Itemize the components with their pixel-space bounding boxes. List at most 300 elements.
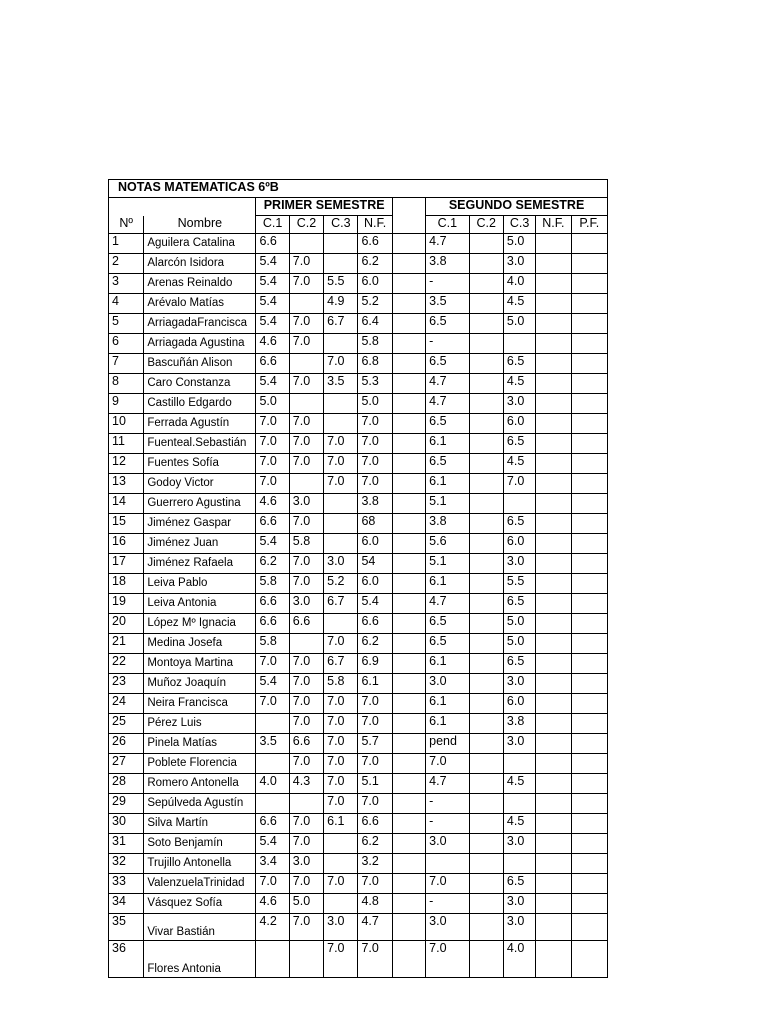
cell-s2-nf	[536, 314, 571, 334]
cell-s1-c1: 5.4	[256, 314, 289, 334]
cell-name: Jiménez Juan	[144, 534, 256, 554]
table-row	[109, 834, 608, 854]
cell-s2-nf	[536, 374, 571, 394]
cell-gap	[392, 474, 425, 494]
cell-number: 15	[109, 514, 144, 534]
cell-s1-c3	[324, 894, 358, 914]
cell-s2-c1: 3.5	[426, 294, 469, 314]
cell-s1-nf: 7.0	[358, 474, 392, 494]
table-row	[109, 434, 608, 454]
cell-pf	[571, 834, 607, 854]
cell-gap	[392, 234, 425, 254]
cell-s2-c2	[469, 414, 503, 434]
cell-s1-c3: 5.5	[324, 274, 358, 294]
cell-s1-c1: 6.6	[256, 594, 289, 614]
cell-s2-c2	[469, 874, 503, 894]
cell-pf	[571, 394, 607, 414]
semester-spacer	[109, 198, 256, 216]
cell-gap	[392, 334, 425, 354]
cell-pf	[571, 814, 607, 834]
cell-s2-c1: -	[426, 274, 469, 294]
cell-pf	[571, 854, 607, 874]
cell-pf	[571, 274, 607, 294]
cell-s1-c3	[324, 614, 358, 634]
cell-name: Arriagada Agustina	[144, 334, 256, 354]
cell-s2-c2	[469, 494, 503, 514]
table-row	[109, 314, 608, 334]
cell-s1-c2: 7.0	[289, 554, 323, 574]
cell-name: Bascuñán Alison	[144, 354, 256, 374]
cell-number: 27	[109, 754, 144, 774]
cell-s2-c3: 3.0	[503, 554, 535, 574]
cell-s1-c1	[256, 754, 289, 774]
cell-s1-c3	[324, 534, 358, 554]
cell-number: 22	[109, 654, 144, 674]
cell-s1-c2: 6.6	[289, 614, 323, 634]
cell-s1-c1: 6.2	[256, 554, 289, 574]
cell-name: Jiménez Gaspar	[144, 514, 256, 534]
cell-s1-nf: 6.8	[358, 354, 392, 374]
cell-s2-c1: 3.0	[426, 834, 469, 854]
cell-s1-nf: 4.7	[358, 914, 392, 941]
cell-gap	[392, 854, 425, 874]
cell-s1-c1	[256, 794, 289, 814]
cell-name: Poblete Florencia	[144, 754, 256, 774]
cell-s2-c2	[469, 594, 503, 614]
cell-number: 7	[109, 354, 144, 374]
cell-s1-c3	[324, 234, 358, 254]
cell-name: Neira Francisca	[144, 694, 256, 714]
hdr-s2-c2: C.2	[469, 216, 503, 234]
cell-s1-c2: 7.0	[289, 454, 323, 474]
cell-number: 17	[109, 554, 144, 574]
cell-gap	[392, 714, 425, 734]
cell-name: Romero Antonella	[144, 774, 256, 794]
cell-s1-nf: 5.1	[358, 774, 392, 794]
cell-s2-c3: 6.5	[503, 514, 535, 534]
cell-gap	[392, 254, 425, 274]
cell-s1-c2: 4.3	[289, 774, 323, 794]
cell-s1-c2: 5.8	[289, 534, 323, 554]
cell-s2-c2	[469, 814, 503, 834]
cell-gap	[392, 554, 425, 574]
cell-s1-c2: 7.0	[289, 574, 323, 594]
cell-s1-c3: 7.0	[324, 941, 358, 978]
cell-s2-nf	[536, 894, 571, 914]
cell-s1-nf: 6.6	[358, 234, 392, 254]
cell-s1-c1: 6.6	[256, 514, 289, 534]
second-semester-label: SEGUNDO SEMESTRE	[426, 198, 608, 216]
cell-pf	[571, 734, 607, 754]
cell-name: ValenzuelaTrinidad	[144, 874, 256, 894]
cell-pf	[571, 614, 607, 634]
cell-s2-c1: -	[426, 334, 469, 354]
cell-s1-nf: 6.6	[358, 614, 392, 634]
cell-s1-c3: 7.0	[324, 694, 358, 714]
table-row	[109, 554, 608, 574]
cell-name: Vivar Bastián	[144, 914, 256, 941]
cell-s2-c3: 4.5	[503, 814, 535, 834]
cell-name: Leiva Antonia	[144, 594, 256, 614]
cell-name: Soto Benjamín	[144, 834, 256, 854]
cell-s2-c3: 6.5	[503, 594, 535, 614]
cell-s2-nf	[536, 294, 571, 314]
cell-s1-c2: 7.0	[289, 654, 323, 674]
cell-s1-c3: 3.0	[324, 554, 358, 574]
cell-s2-c2	[469, 534, 503, 554]
cell-s1-c3	[324, 494, 358, 514]
cell-s2-c3: 5.0	[503, 614, 535, 634]
cell-s2-c3	[503, 494, 535, 514]
cell-gap	[392, 574, 425, 594]
cell-s2-c2	[469, 941, 503, 978]
cell-s2-nf	[536, 754, 571, 774]
cell-gap	[392, 941, 425, 978]
cell-s2-c1: 3.0	[426, 674, 469, 694]
cell-s1-c2: 6.6	[289, 734, 323, 754]
table-row	[109, 454, 608, 474]
cell-s1-c1: 7.0	[256, 694, 289, 714]
cell-s2-c1: -	[426, 814, 469, 834]
cell-s1-c2: 7.0	[289, 874, 323, 894]
cell-s1-c3: 6.1	[324, 814, 358, 834]
cell-gap	[392, 894, 425, 914]
cell-s2-c1: 3.0	[426, 914, 469, 941]
table-row	[109, 294, 608, 314]
cell-pf	[571, 654, 607, 674]
table-row	[109, 754, 608, 774]
cell-s1-c1	[256, 941, 289, 978]
cell-s2-c3: 3.0	[503, 914, 535, 941]
cell-s2-nf	[536, 941, 571, 978]
cell-number: 24	[109, 694, 144, 714]
table-row	[109, 574, 608, 594]
cell-s1-c2: 3.0	[289, 594, 323, 614]
cell-s1-c1: 5.4	[256, 534, 289, 554]
hdr-s2-c3: C.3	[503, 216, 535, 234]
cell-s2-nf	[536, 614, 571, 634]
cell-name: Leiva Pablo	[144, 574, 256, 594]
cell-s2-c2	[469, 574, 503, 594]
cell-s1-nf: 68	[358, 514, 392, 534]
cell-number: 12	[109, 454, 144, 474]
cell-s2-c3: 7.0	[503, 474, 535, 494]
cell-gap	[392, 494, 425, 514]
cell-gap	[392, 274, 425, 294]
table-row	[109, 874, 608, 894]
cell-s2-c3: 3.8	[503, 714, 535, 734]
cell-name: Castillo Edgardo	[144, 394, 256, 414]
cell-s1-nf: 3.2	[358, 854, 392, 874]
cell-pf	[571, 434, 607, 454]
table-row	[109, 734, 608, 754]
cell-s1-c2: 7.0	[289, 674, 323, 694]
cell-number: 19	[109, 594, 144, 614]
cell-pf	[571, 914, 607, 941]
cell-s2-c1: pend	[426, 734, 469, 754]
cell-s2-nf	[536, 234, 571, 254]
cell-s1-nf: 7.0	[358, 454, 392, 474]
table-row	[109, 814, 608, 834]
cell-number: 33	[109, 874, 144, 894]
cell-pf	[571, 374, 607, 394]
cell-pf	[571, 694, 607, 714]
cell-s1-c1: 4.2	[256, 914, 289, 941]
cell-s2-c2	[469, 854, 503, 874]
semester-row	[109, 198, 608, 216]
cell-s1-nf: 7.0	[358, 694, 392, 714]
cell-gap	[392, 354, 425, 374]
cell-pf	[571, 314, 607, 334]
cell-s1-c1: 7.0	[256, 454, 289, 474]
cell-s1-c2: 7.0	[289, 714, 323, 734]
cell-s2-nf	[536, 714, 571, 734]
table-row	[109, 634, 608, 654]
cell-s1-nf: 7.0	[358, 941, 392, 978]
cell-s1-c3: 7.0	[324, 714, 358, 734]
cell-number: 21	[109, 634, 144, 654]
cell-s1-c2	[289, 794, 323, 814]
cell-name: Pinela Matías	[144, 734, 256, 754]
cell-name: Silva Martín	[144, 814, 256, 834]
cell-s2-c3: 6.5	[503, 354, 535, 374]
cell-s1-c3	[324, 834, 358, 854]
hdr-s2-nf: N.F.	[536, 216, 571, 234]
cell-s2-c2	[469, 654, 503, 674]
cell-gap	[392, 874, 425, 894]
cell-s1-c3: 6.7	[324, 594, 358, 614]
cell-s2-nf	[536, 914, 571, 941]
cell-s2-c3: 4.0	[503, 941, 535, 978]
cell-pf	[571, 594, 607, 614]
cell-name: Montoya Martina	[144, 654, 256, 674]
cell-s1-c1: 5.4	[256, 294, 289, 314]
cell-s1-c2	[289, 474, 323, 494]
cell-s1-c2: 7.0	[289, 514, 323, 534]
cell-number: 5	[109, 314, 144, 334]
cell-s1-nf: 7.0	[358, 414, 392, 434]
cell-s1-nf: 6.4	[358, 314, 392, 334]
cell-name: Muñoz Joaquín	[144, 674, 256, 694]
cell-pf	[571, 474, 607, 494]
cell-s1-c1: 7.0	[256, 414, 289, 434]
cell-s2-c1: 4.7	[426, 374, 469, 394]
cell-gap	[392, 414, 425, 434]
cell-number: 26	[109, 734, 144, 754]
table-row	[109, 941, 608, 978]
cell-s1-c3: 7.0	[324, 454, 358, 474]
cell-s2-c1: 6.5	[426, 314, 469, 334]
cell-s2-c3: 3.0	[503, 734, 535, 754]
cell-s2-c2	[469, 694, 503, 714]
cell-s2-nf	[536, 794, 571, 814]
cell-s2-c1: 4.7	[426, 394, 469, 414]
table-row	[109, 274, 608, 294]
cell-s1-c1: 6.6	[256, 354, 289, 374]
table-row	[109, 234, 608, 254]
cell-gap	[392, 694, 425, 714]
cell-pf	[571, 894, 607, 914]
cell-s2-c3: 4.5	[503, 774, 535, 794]
cell-s1-c3: 7.0	[324, 474, 358, 494]
cell-s1-nf: 7.0	[358, 714, 392, 734]
cell-s2-c1: 7.0	[426, 754, 469, 774]
cell-s1-c1: 5.4	[256, 254, 289, 274]
cell-pf	[571, 714, 607, 734]
cell-name: Godoy Victor	[144, 474, 256, 494]
cell-s2-nf	[536, 674, 571, 694]
cell-pf	[571, 674, 607, 694]
cell-name: Vásquez Sofía	[144, 894, 256, 914]
cell-s1-nf: 6.2	[358, 634, 392, 654]
cell-s2-nf	[536, 574, 571, 594]
cell-gap	[392, 514, 425, 534]
cell-s2-c1: 6.5	[426, 414, 469, 434]
cell-gap	[392, 774, 425, 794]
cell-s1-c2: 7.0	[289, 754, 323, 774]
cell-s1-nf: 6.2	[358, 254, 392, 274]
table-row	[109, 694, 608, 714]
hdr-gap	[392, 216, 425, 234]
cell-s2-c3: 4.0	[503, 274, 535, 294]
cell-s1-c3: 6.7	[324, 654, 358, 674]
cell-pf	[571, 294, 607, 314]
cell-s2-c2	[469, 774, 503, 794]
cell-s1-nf: 54	[358, 554, 392, 574]
hdr-s1-c2: C.2	[289, 216, 323, 234]
cell-s2-c3: 6.0	[503, 414, 535, 434]
cell-s1-c3	[324, 854, 358, 874]
cell-s1-nf: 6.0	[358, 534, 392, 554]
cell-s2-c3: 5.5	[503, 574, 535, 594]
cell-s1-c1: 5.8	[256, 634, 289, 654]
table-row	[109, 774, 608, 794]
cell-s1-c1: 3.5	[256, 734, 289, 754]
table-row	[109, 254, 608, 274]
table-row	[109, 334, 608, 354]
hdr-number: Nº	[109, 216, 144, 234]
table-row	[109, 654, 608, 674]
cell-s1-c2	[289, 294, 323, 314]
cell-s2-c3: 6.5	[503, 654, 535, 674]
grades-table	[108, 179, 608, 978]
cell-s2-c1: 6.5	[426, 454, 469, 474]
cell-s2-nf	[536, 474, 571, 494]
cell-s1-c2: 7.0	[289, 434, 323, 454]
cell-s2-c3: 6.5	[503, 434, 535, 454]
hdr-s1-nf: N.F.	[358, 216, 392, 234]
cell-gap	[392, 914, 425, 941]
cell-s2-c3: 6.0	[503, 694, 535, 714]
cell-s2-c1: 6.1	[426, 474, 469, 494]
cell-s2-c2	[469, 554, 503, 574]
hdr-name: Nombre	[144, 216, 256, 234]
cell-s1-c3	[324, 514, 358, 534]
cell-name: Ferrada Agustín	[144, 414, 256, 434]
cell-s1-c1: 5.4	[256, 674, 289, 694]
cell-s1-c1: 6.6	[256, 234, 289, 254]
cell-gap	[392, 534, 425, 554]
cell-number: 23	[109, 674, 144, 694]
cell-s1-c3: 3.5	[324, 374, 358, 394]
cell-s2-nf	[536, 634, 571, 654]
cell-s2-c3	[503, 754, 535, 774]
cell-s1-c2: 7.0	[289, 814, 323, 834]
hdr-pf: P.F.	[571, 216, 607, 234]
cell-s2-c1: 6.1	[426, 714, 469, 734]
cell-s1-c3: 7.0	[324, 874, 358, 894]
cell-s1-c1: 3.4	[256, 854, 289, 874]
table-row	[109, 854, 608, 874]
cell-s1-nf: 6.9	[358, 654, 392, 674]
cell-s1-c1: 7.0	[256, 654, 289, 674]
cell-pf	[571, 234, 607, 254]
cell-name: Fuenteal.Sebastián	[144, 434, 256, 454]
cell-s2-c3: 5.0	[503, 314, 535, 334]
cell-s1-c3: 5.2	[324, 574, 358, 594]
cell-s2-c3: 6.0	[503, 534, 535, 554]
cell-s1-nf: 5.0	[358, 394, 392, 414]
hdr-s1-c3: C.3	[324, 216, 358, 234]
cell-pf	[571, 554, 607, 574]
cell-s2-nf	[536, 454, 571, 474]
cell-gap	[392, 754, 425, 774]
table-row	[109, 374, 608, 394]
cell-number: 16	[109, 534, 144, 554]
cell-s2-c2	[469, 514, 503, 534]
cell-s1-nf: 3.8	[358, 494, 392, 514]
cell-s1-c2: 7.0	[289, 834, 323, 854]
cell-s1-c2: 5.0	[289, 894, 323, 914]
cell-s1-c3	[324, 414, 358, 434]
cell-gap	[392, 834, 425, 854]
hdr-s2-c1: C.1	[426, 216, 469, 234]
cell-s1-nf: 5.2	[358, 294, 392, 314]
cell-s2-nf	[536, 834, 571, 854]
cell-name: Pérez Luis	[144, 714, 256, 734]
cell-s1-nf: 5.3	[358, 374, 392, 394]
cell-s2-c1: 6.1	[426, 654, 469, 674]
cell-s2-nf	[536, 274, 571, 294]
cell-s2-c1: 3.8	[426, 514, 469, 534]
cell-pf	[571, 874, 607, 894]
cell-pf	[571, 574, 607, 594]
cell-s2-nf	[536, 774, 571, 794]
cell-name: Jiménez Rafaela	[144, 554, 256, 574]
cell-s2-nf	[536, 654, 571, 674]
cell-s1-c3: 7.0	[324, 754, 358, 774]
cell-s1-c3: 5.8	[324, 674, 358, 694]
cell-name: Arévalo Matías	[144, 294, 256, 314]
cell-pf	[571, 354, 607, 374]
cell-s1-c1: 5.0	[256, 394, 289, 414]
cell-pf	[571, 794, 607, 814]
cell-s1-nf: 7.0	[358, 874, 392, 894]
cell-gap	[392, 294, 425, 314]
cell-s2-c2	[469, 354, 503, 374]
cell-s1-c2	[289, 354, 323, 374]
cell-s2-c2	[469, 314, 503, 334]
cell-s1-c1: 5.4	[256, 374, 289, 394]
cell-s2-c2	[469, 894, 503, 914]
cell-pf	[571, 634, 607, 654]
cell-s2-c2	[469, 234, 503, 254]
cell-s2-c1: 4.7	[426, 774, 469, 794]
cell-pf	[571, 414, 607, 434]
cell-gap	[392, 634, 425, 654]
cell-gap	[392, 434, 425, 454]
cell-name: Fuentes Sofía	[144, 454, 256, 474]
